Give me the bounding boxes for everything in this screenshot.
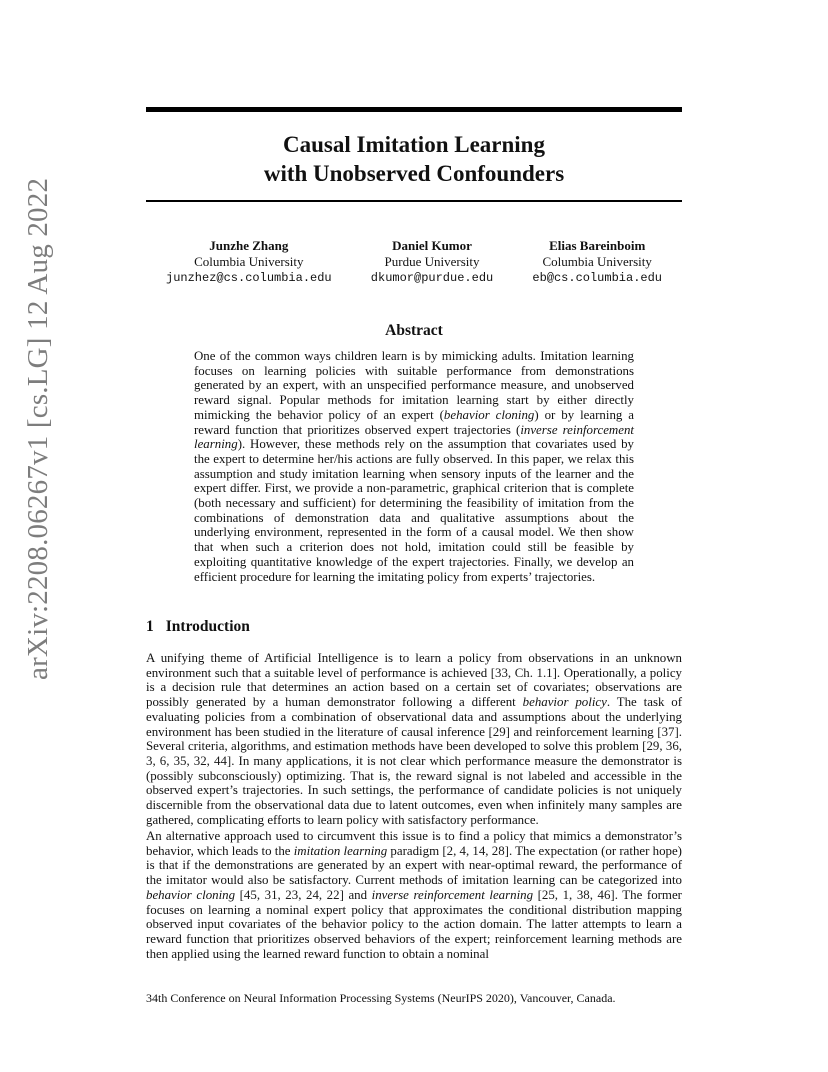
abstract-text: ). However, these methods rely on the assumption that covariates used by the expert to determine her/his actions are fully observed. In this paper, we relax this assumption and study imitation learning when sensory inputs of the learner and the expert differ. First, we provide a non-parametric, graphical criterion that is complete (both necessary and sufficient) for determining the feasibility of imitation from the combinations of demonstration data and qualitative assumptions about the underlying environment, represented in the form of a causal model. We then show that when such a criterion does not hold, imitation could still be feasible by exploiting quantitative knowledge of the expert trajectories. Finally, we develop an efficient procedure for learning the imitating policy from experts’ trajectories. xyxy=(194,437,634,584)
body-emphasis: behavior cloning xyxy=(146,887,236,902)
citation-link[interactable]: [45, 31, 23, 24, 22] xyxy=(239,887,344,902)
body-text: A unifying theme of Artificial Intelligence is to learn a policy from observations in an unknown environment such that a suitable level of performance is achieved xyxy=(146,651,682,680)
author-name: Junzhe Zhang xyxy=(209,238,289,253)
author-email: dkumor@purdue.edu xyxy=(370,271,494,285)
author-affiliation: Columbia University xyxy=(194,254,304,269)
body-text: and reinforcement learning xyxy=(509,724,658,739)
author-name: Daniel Kumor xyxy=(392,238,472,253)
section-title: Introduction xyxy=(165,618,250,635)
author-block xyxy=(166,238,332,286)
body-text: paradigm xyxy=(387,843,443,858)
body-emphasis: imitation learning xyxy=(293,843,388,858)
author-list xyxy=(146,238,682,286)
title-rule-top xyxy=(146,107,682,112)
body-text: . The former focuses on learning a nominal expert policy that approximates the conditional distribution mapping observed input covariates of the behavior policy to the action domain. The latter attempts to learn a reward function that prioritizes observed behaviors of the expert; reinforcement learning methods are then applied using the learned reward function to obtain a nominal xyxy=(146,887,682,961)
abstract-text: One of the common ways children learn is by mimicking adults. Imitation learning focuses on learning policies with suitable performance from demonstrations generated by an expert, with an unspecified performance measure, and unobserved reward signal. Popular methods for imitation learning start by either directly mimicking the behavior policy of an expert ( xyxy=(194,349,634,422)
title-line-2: with Unobserved Confounders xyxy=(263,161,565,186)
citation-link[interactable]: [37] xyxy=(657,724,679,739)
author-email: junzhez@cs.columbia.edu xyxy=(166,271,332,285)
author-email: eb@cs.columbia.edu xyxy=(532,271,662,285)
author-name: Elias Bareinboim xyxy=(549,238,646,253)
citation-link[interactable]: [29, 36, 3, 6, 35, 32, 44] xyxy=(146,739,682,768)
paper-title xyxy=(146,130,682,188)
author-block xyxy=(532,238,662,286)
abstract-emphasis: inverse reinforcement learning xyxy=(194,422,634,452)
body-text: . The task of evaluating policies from a combination of observational data and assumptions about the underlying environment has been studied in the literature of causal inference xyxy=(146,695,683,739)
abstract-body xyxy=(194,349,634,584)
title-line-1: Causal Imitation Learning xyxy=(283,132,545,157)
body-text: An alternative approach used to circumvent this issue is to find a policy that mimics a demonstrator’s behavior, which leads to the xyxy=(146,829,682,858)
author-affiliation: Purdue University xyxy=(384,254,480,269)
section-number: 1 xyxy=(146,618,154,635)
body-text: . In many applications, it is not clear which performance measure the demonstrator is (possibly subconsciously) optimizing. That is, the reward signal is not labeled and accessible in the observed expert’s trajectories. In such settings, the performance of candidate policies is not uniquely discernible from the observational data due to latent outcomes, even when infinitely many samples are gathered, complicating efforts to learn policy with satisfactory performance. xyxy=(146,753,682,827)
body-text: . The expectation (or rather hope) is that if the demonstrations are generated by an expert with near-optimal reward, the performance of the imitator would also be satisfactory. Current methods of imitation learning can be categorized into xyxy=(146,843,682,888)
citation-link[interactable]: [2, 4, 14, 28] xyxy=(442,843,509,858)
title-rule-bottom xyxy=(146,200,682,202)
citation-link[interactable]: [25, 1, 38, 46] xyxy=(537,887,615,902)
body-text: . Operationally, a policy is a decision rule that determines an action based on a certain set of covariates; observations are possibly generated by a human demonstrator following a different xyxy=(146,665,682,710)
abstract-emphasis: behavior cloning xyxy=(443,407,535,422)
arxiv-identifier: arXiv:2208.06267v1 [cs.LG] 12 Aug 2022 xyxy=(22,177,54,680)
intro-paragraph-2 xyxy=(146,829,682,961)
citation-link[interactable]: [29] xyxy=(488,724,510,739)
body-text: and xyxy=(343,887,372,902)
section-heading xyxy=(146,618,250,636)
body-emphasis: behavior policy xyxy=(522,695,607,710)
abstract-text: ) or by learning a reward function that prioritizes observed expert trajectories ( xyxy=(194,407,634,437)
abstract-heading: Abstract xyxy=(385,322,443,339)
conference-footnote: 34th Conference on Neural Information Processing Systems (NeurIPS 2020), Vancouver, Canada. xyxy=(146,991,616,1005)
body-text: . Several criteria, algorithms, and estimation methods have been developed to solve this problem xyxy=(146,724,682,754)
body-emphasis: inverse reinforcement learning xyxy=(371,887,534,902)
author-block xyxy=(371,238,493,286)
citation-link[interactable]: [33, Ch. 1.1] xyxy=(490,665,557,680)
intro-paragraph-1 xyxy=(146,651,682,827)
author-affiliation: Columbia University xyxy=(542,254,652,269)
